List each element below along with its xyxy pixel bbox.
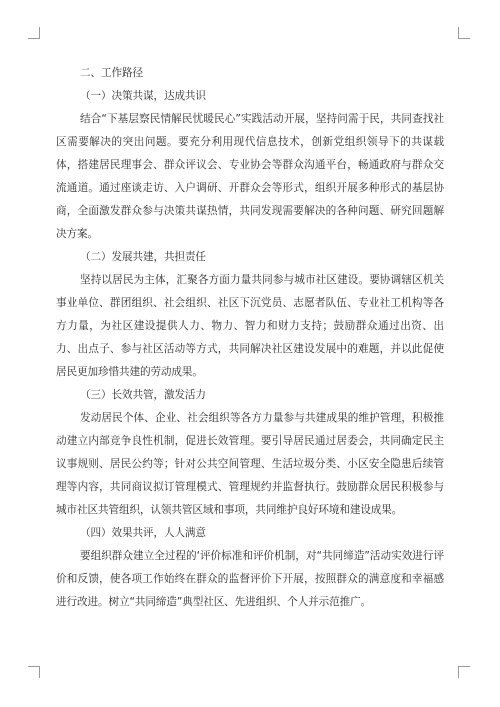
subsection-heading-3: （三）长效共管，激发活力 <box>80 389 206 401</box>
subsection-heading-4: （四）效果共评，人人满意 <box>80 527 206 539</box>
crop-mark-top-left <box>28 27 40 39</box>
section-title: 二、工作路径 <box>80 67 143 79</box>
crop-mark-bottom-left <box>28 666 40 678</box>
document-body <box>56 62 444 614</box>
subsection-heading-2: （二）发展共建，共担责任 <box>80 251 206 263</box>
crop-mark-bottom-right <box>458 666 470 678</box>
paragraph-4: 要组织群众建立全过程的‘评价标准和评价机制，对“共同缔造”活动实效进行评价和反馈，使各项工作始终在群众的监督评价下开展，按照群众的满意度和幸福感进行改进。树立“共同缔造”典型社区、先进组织、个人并示范推广。 <box>56 550 444 608</box>
paragraph-3: 发动居民个体、企业、社会组织等各方力量参与共建成果的维护管理，积极推动建立内部竞争良性机制，促进长效管理。要引导居民通过居委会，共同确定民主议事规则、居民公约等；针对公共空间管理、生活垃圾分类、小区安全隐患后续管理等内容，共同商议拟订管理模式、管理规约并监督执行。鼓励群众居民积极参与城市社区共管组织，认领共管区域和事项，共同维护良好环境和建设成果。 <box>56 412 444 516</box>
crop-mark-top-right <box>458 27 470 39</box>
paragraph-1: 结合“下基层察民情解民忧暖民心”实践活动开展，坚持问需于民，共同查找社区需要解决的突出问题。要充分利用现代信息技术，创新党组织领导下的共谋载体，搭建居民理事会、群众评议会、专业协会等群众沟通平台，畅通政府与群众交流通道。通过座谈走访、入户调研、开群众会等形式，组织开展多种形式的基层协商，全面激发群众参与决策共谋热情，共同发现需要解决的各种问题、研究回题解决方案。 <box>56 113 444 240</box>
paragraph-2: 坚持以居民为主体，汇聚各方面力量共同参与城市社区建设。要协调辖区机关事业单位、群团组织、社会组织、社区下沉党员、志愿者队伍、专业社工机构等各方力量，为社区建设提供人力、物力、智力和财力支持；鼓励群众通过出资、出力、出点子、参与社区活动等方式，共同解决社区建设发展中的难题，并以此促使居民更加珍惜共建的劳动成果。 <box>56 274 444 378</box>
subsection-heading-1: （一）决策共谋，达成共识 <box>80 90 206 102</box>
